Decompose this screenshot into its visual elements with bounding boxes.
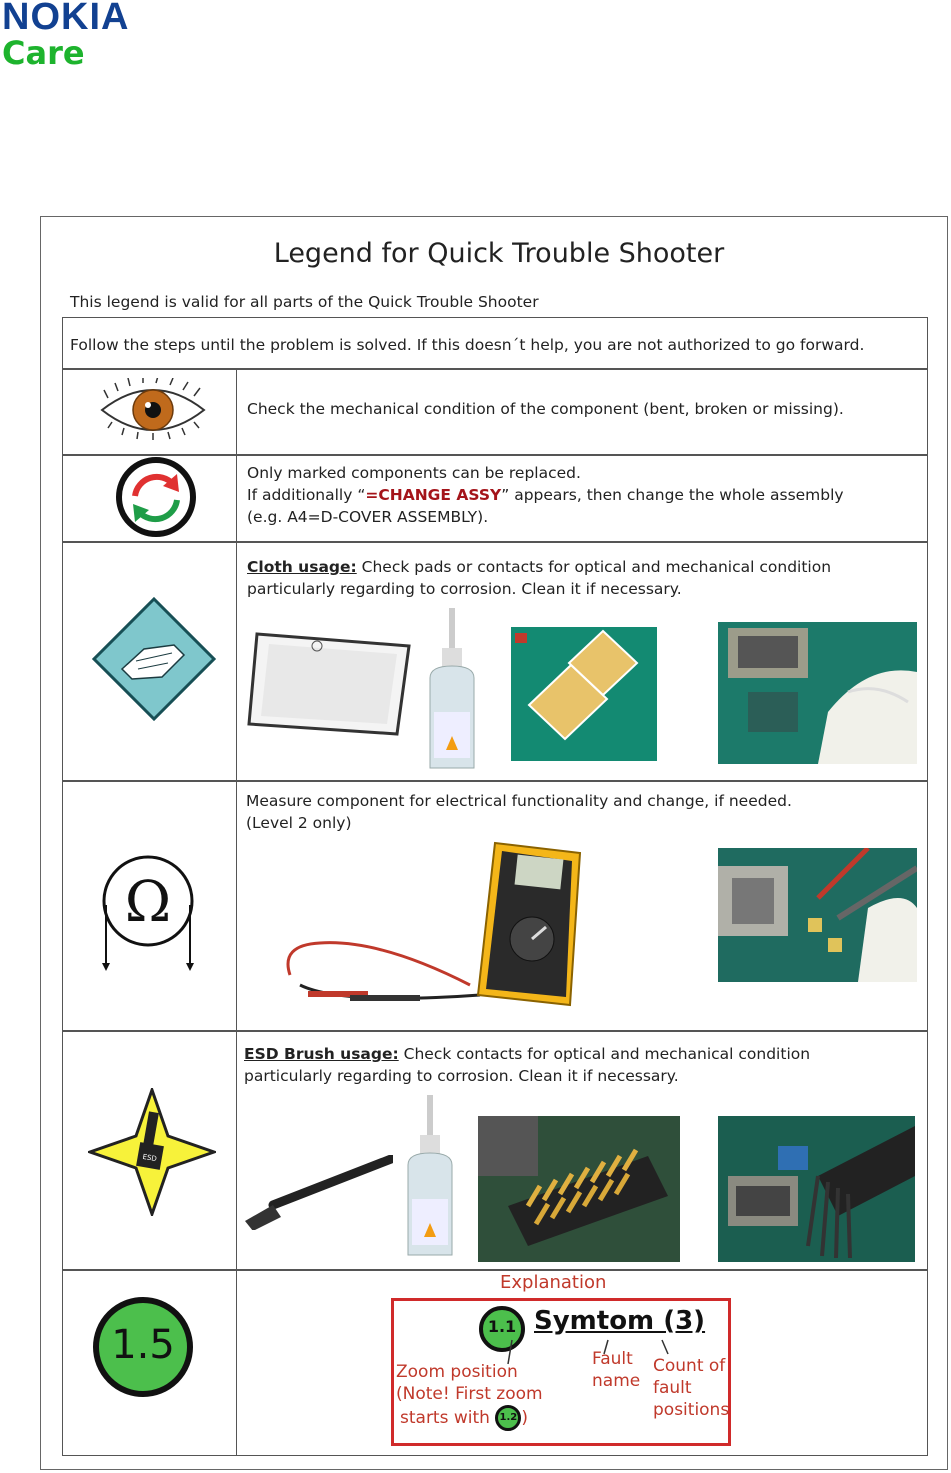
fault-note-line-2: name — [592, 1371, 641, 1391]
intro-text: This legend is valid for all parts of the Quick Trouble Shooter — [70, 293, 539, 311]
fault-note-line-1: Fault — [592, 1349, 633, 1369]
column-divider — [236, 369, 237, 1456]
header-row-text: Follow the steps until the problem is solved. If this doesn´t help, you are not authorized to go forward. — [70, 336, 865, 354]
esd-text-2: particularly regarding to corrosion. Clean it if necessary. — [244, 1067, 679, 1085]
explanation-title: Explanation — [500, 1272, 607, 1293]
replace-line-2-post: ” appears, then change the whole assembly — [501, 486, 844, 504]
ohm-icon — [98, 855, 198, 979]
esd-bottle-photo — [402, 1095, 458, 1260]
zoom-position-note — [396, 1361, 543, 1431]
replace-line-3: (e.g. A4=D-COVER ASSEMBLY). — [247, 508, 489, 526]
count-note — [653, 1355, 729, 1421]
cloth-text-2: particularly regarding to corrosion. Clean it if necessary. — [247, 580, 682, 598]
count-note-line-2: fault — [653, 1378, 692, 1398]
cleaning-cloth-photo — [247, 632, 412, 737]
replace-line-2-pre: If additionally “ — [247, 486, 366, 504]
row-divider — [62, 780, 928, 782]
fault-name-note — [592, 1348, 640, 1392]
row-divider — [62, 368, 928, 370]
svg-text:Ω: Ω — [124, 870, 172, 935]
cloth-heading: Cloth usage: — [247, 558, 357, 576]
count-note-line-3: positions — [653, 1400, 730, 1420]
zoom-note-line-3-post: ) — [521, 1408, 528, 1428]
count-note-line-1: Count of — [653, 1356, 726, 1376]
esd-brush-icon — [88, 1088, 216, 1220]
svg-text:ESD: ESD — [141, 1152, 158, 1164]
zoom-note-line-3-pre: starts with — [400, 1408, 490, 1428]
pads-photo — [511, 627, 657, 761]
zoom-note-line-2: (Note! First zoom — [396, 1384, 543, 1404]
brand-name: NOKIA — [2, 0, 130, 38]
replace-text — [247, 462, 844, 528]
change-assy-code: =CHANGE ASSY — [365, 486, 502, 504]
esd-heading: ESD Brush usage: — [244, 1045, 399, 1063]
esd-brush-photo — [243, 1155, 393, 1230]
probe-measure-photo — [718, 848, 917, 982]
brush-cleaning-photo — [718, 1116, 915, 1262]
esd-text — [244, 1043, 810, 1087]
pcb-cleaning-photo — [718, 622, 917, 764]
brand-tagline: Care — [2, 34, 85, 72]
measure-text — [246, 790, 792, 834]
multimeter-photo — [280, 835, 590, 1010]
alcohol-bottle-photo — [424, 608, 480, 773]
symptom-label: Symtom (3) — [534, 1306, 706, 1336]
replace-line-2 — [247, 484, 844, 506]
explanation-badge-label: 1.1 — [487, 1317, 517, 1336]
replace-line-1: Only marked components can be replaced. — [247, 464, 581, 482]
connector-photo — [478, 1116, 680, 1262]
zoom-badge-label: 1.5 — [111, 1322, 175, 1368]
cloth-text-1: Check pads or contacts for optical and mechanical condition — [356, 558, 832, 576]
brand-logo — [2, 0, 129, 70]
measure-text-2: (Level 2 only) — [246, 814, 352, 832]
inspect-text: Check the mechanical condition of the component (bent, broken or missing). — [247, 400, 844, 418]
row-divider — [62, 1030, 928, 1032]
eye-icon — [98, 378, 208, 446]
esd-text-1: Check contacts for optical and mechanical condition — [398, 1045, 811, 1063]
zoom-note-badge: 1.2 — [495, 1405, 521, 1431]
cloth-icon — [92, 597, 216, 725]
zoom-note-line-1: Zoom position — [396, 1362, 518, 1382]
page-title: Legend for Quick Trouble Shooter — [273, 238, 725, 269]
zoom-note-line-3 — [396, 1405, 543, 1431]
cloth-text — [247, 556, 831, 600]
row-divider — [62, 1269, 928, 1271]
measure-text-1: Measure component for electrical functionality and change, if needed. — [246, 792, 792, 810]
replace-arrows-icon — [115, 456, 197, 542]
